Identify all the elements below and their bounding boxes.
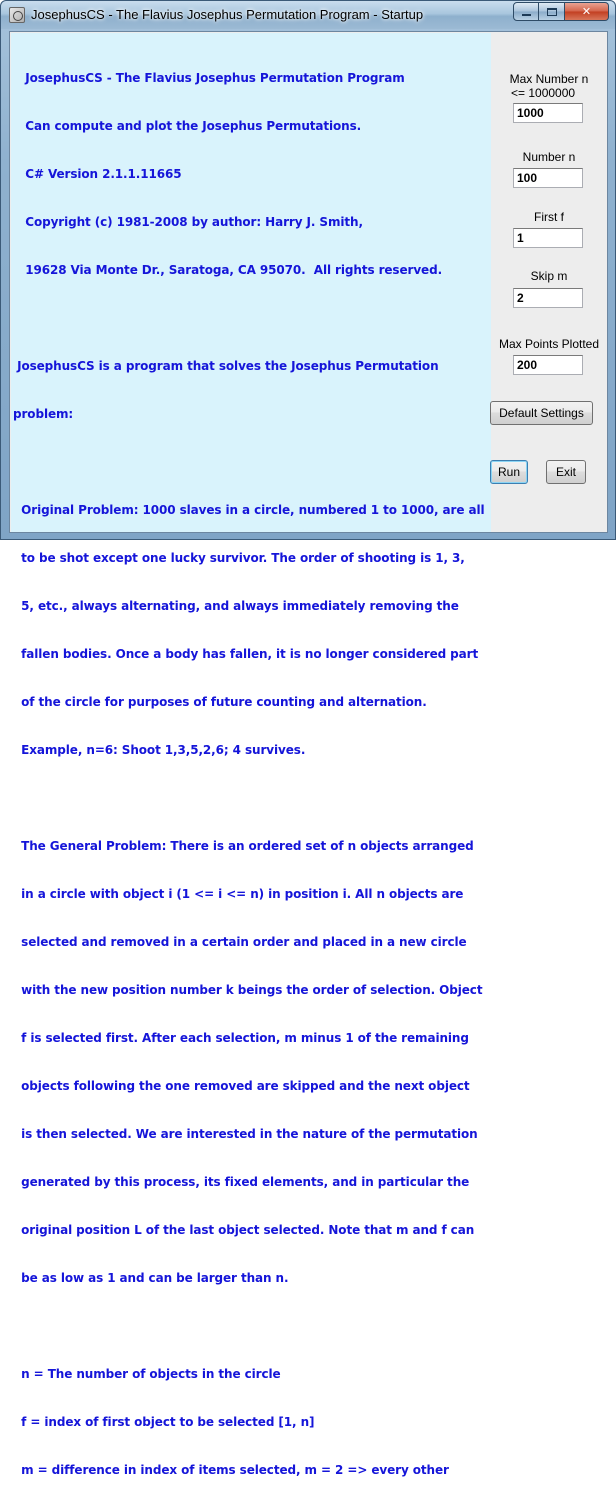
info-line: m = difference in index of items selected, m = 2 => every other: [13, 1463, 449, 1477]
info-line: JosephusCS - The Flavius Josephus Permutation Program: [13, 71, 405, 85]
app-icon[interactable]: [9, 7, 25, 23]
info-line: f = index of first object to be selected [1, n]: [13, 1415, 315, 1429]
info-line: n = The number of objects in the circle: [13, 1367, 281, 1381]
max-number-n-label: [506, 72, 592, 100]
info-line: selected and removed in a certain order and placed in a new circle: [13, 935, 467, 949]
info-line: of the circle for purposes of future counting and alternation.: [13, 695, 427, 709]
close-button[interactable]: [565, 2, 609, 21]
info-line: problem:: [13, 407, 74, 421]
info-line: generated by this process, its fixed elements, and in particular the: [13, 1175, 470, 1189]
max-number-n-input[interactable]: [513, 103, 583, 123]
info-line: C# Version 2.1.1.11665: [13, 167, 182, 181]
number-n-input[interactable]: [513, 168, 583, 188]
maximize-icon: [547, 8, 557, 16]
info-line: be as low as 1 and can be larger than n.: [13, 1271, 289, 1285]
client-area: [9, 31, 608, 1477]
minimize-icon: [522, 14, 531, 16]
info-line: objects following the one removed are skipped and the next object: [13, 1079, 470, 1093]
info-line: in a circle with object i (1 <= i <= n) in position i. All n objects are: [13, 887, 464, 901]
caption-buttons: [513, 2, 609, 21]
info-line: JosephusCS is a program that solves the Josephus Permutation: [13, 359, 439, 373]
info-line: f is selected first. After each selection, m minus 1 of the remaining: [13, 1031, 469, 1045]
info-text-box[interactable]: [11, 33, 491, 1477]
info-line: with the new position number k beings the order of selection. Object: [13, 983, 483, 997]
info-line: 5, etc., always alternating, and always immediately removing the: [13, 599, 459, 613]
max-points-plotted-label: Max Points Plotted: [498, 337, 600, 351]
info-line: The General Problem: There is an ordered set of n objects arranged: [13, 839, 474, 853]
blank-line: [13, 310, 489, 326]
info-line: is then selected. We are interested in the nature of the permutation: [13, 1127, 478, 1141]
info-line: Original Problem: 1000 slaves in a circle, numbered 1 to 1000, are all: [13, 503, 485, 517]
info-line: Can compute and plot the Josephus Permutations.: [13, 119, 362, 133]
info-line: fallen bodies. Once a body has fallen, it is no longer considered part: [13, 647, 479, 661]
exit-button[interactable]: Exit: [546, 460, 586, 484]
skip-m-label: Skip m: [530, 269, 568, 283]
info-line: Example, n=6: Shoot 1,3,5,2,6; 4 survives.: [13, 743, 306, 757]
maximize-button[interactable]: [539, 2, 565, 21]
default-settings-button[interactable]: Default Settings: [490, 401, 593, 425]
skip-m-input[interactable]: [513, 288, 583, 308]
blank-line: [13, 1318, 489, 1334]
max-number-n-label-line2: <= 1000000: [511, 86, 576, 100]
first-f-input[interactable]: [513, 228, 583, 248]
minimize-button[interactable]: [513, 2, 539, 21]
blank-line: [13, 454, 489, 470]
window-title: JosephusCS - The Flavius Josephus Permutation Program - Startup: [31, 7, 424, 22]
title-bar[interactable]: [1, 1, 615, 29]
first-f-label: First f: [534, 210, 564, 224]
close-icon: ✕: [581, 5, 592, 18]
info-text: [13, 38, 489, 1510]
info-line: 19628 Via Monte Dr., Saratoga, CA 95070. All rights reserved.: [13, 263, 443, 277]
blank-line: [13, 790, 489, 806]
run-button[interactable]: Run: [490, 460, 528, 484]
number-n-label: Number n: [522, 150, 576, 164]
info-line: original position L of the last object selected. Note that m and f can: [13, 1223, 475, 1237]
info-line: to be shot except one lucky survivor. The order of shooting is 1, 3,: [13, 551, 465, 565]
max-number-n-label-line1: Max Number n: [509, 72, 589, 86]
max-points-plotted-input[interactable]: [513, 355, 583, 375]
info-line: Copyright (c) 1981-2008 by author: Harry J. Smith,: [13, 215, 363, 229]
